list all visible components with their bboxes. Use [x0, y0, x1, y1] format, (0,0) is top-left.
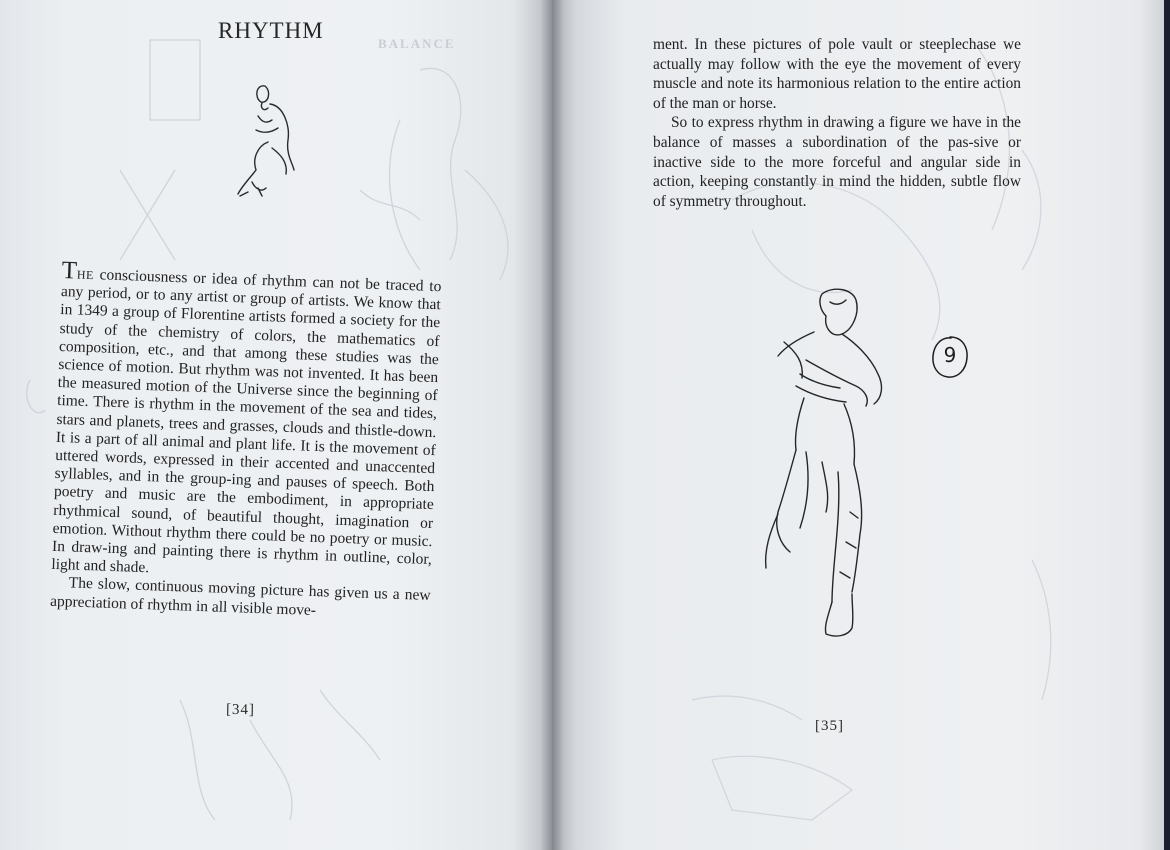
right-page [552, 0, 1164, 850]
body-text-right [653, 35, 1021, 211]
book-gutter [540, 0, 564, 850]
body-text-left [49, 257, 442, 624]
opening-paragraph [51, 257, 442, 588]
continued-paragraph: ment. In these pictures of pole vault or steeplechase we actually may follow with the eye the movement of every muscle and note its harmonious relation to the entire action of the man or horse. [653, 36, 1021, 112]
opening-paragraph-text: consciousness or idea of rhythm can not be traced to any period, or to any artist or group of artists. We know that in 1349 a group of Florentine artists formed a society for the study of the chemistry of colors, the mathematics of composition, etc., and that among these studies was the science of motion. But rhythm was not invented. It has been the measured motion of the Universe since the beginning of time. There is rhythm in the movement of the sea and tides, stars and planets, trees and grasses, clouds and thistle-down. It is a part of all animal and plant life. It is the movement of uttered words, expressed in their accented and unaccented syllables, and in the group-ing and pauses of speech. Both poetry and music are the embodiment, in appropriate rhythmical sound, of beautiful thought, imagination or emotion. Without rhythm there could be no poetry or music. In draw-ing and painting there is rhythm in outline, color, light and shade. [51, 266, 442, 577]
page-number-right: [35] [815, 718, 844, 734]
circled-number-annotation [930, 334, 970, 380]
closing-paragraph: So to express rhythm in drawing a figure we have in the balance of masses a subordination of the pas-sive or inactive side to the more forceful and angular side in action, keeping constantly in mind the hidden, subtle flow of symmetry throughout. [653, 114, 1021, 210]
page-title: RHYTHM [218, 18, 324, 43]
drop-cap: T [61, 257, 78, 285]
second-paragraph: The slow, continuous moving picture has given us a new appreciation of rhythm in all visible move- [49, 574, 431, 619]
small-caps-lead: HE [76, 267, 95, 283]
annotation-number: 9 [943, 343, 957, 367]
standing-figure-sketch [760, 282, 912, 648]
crouching-figure-sketch [228, 78, 308, 203]
page-number-left: [34] [225, 701, 256, 719]
left-page [0, 0, 552, 850]
ghost-heading: BALANCE [378, 36, 456, 51]
